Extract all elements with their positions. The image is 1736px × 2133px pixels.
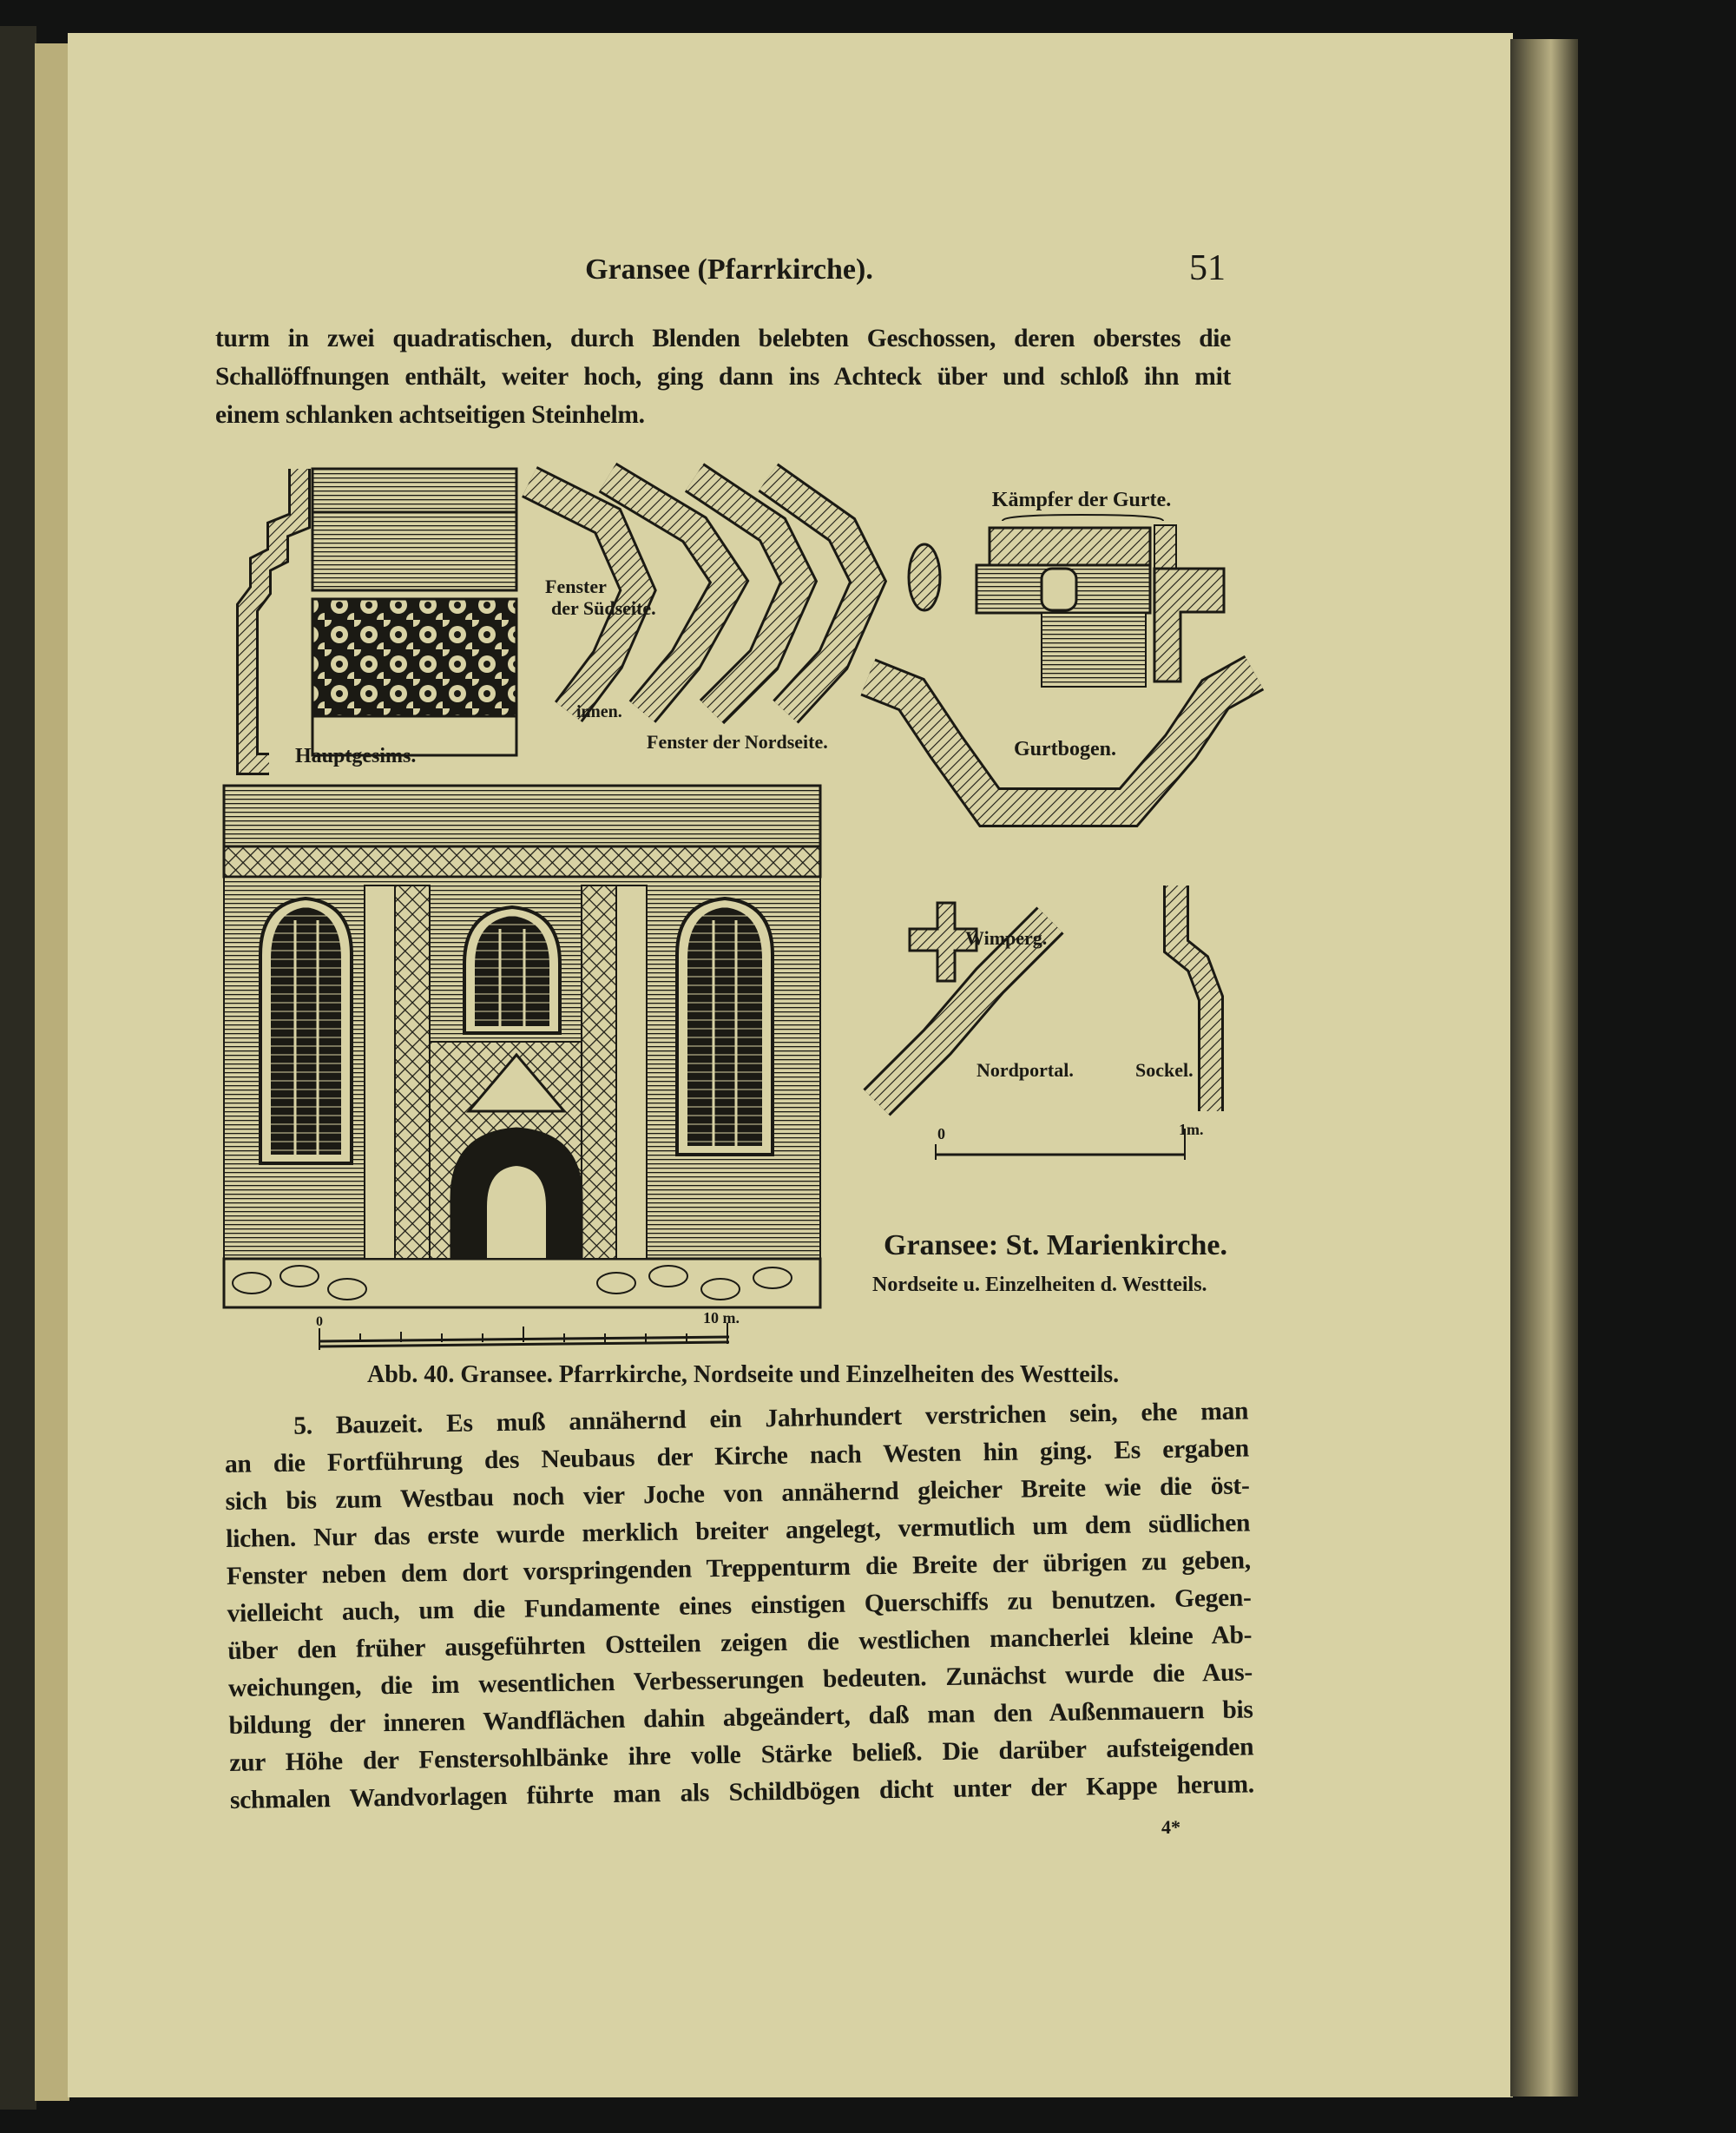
hauptgesims-detail [247,469,516,767]
scale-bar-10m [316,1309,740,1350]
scale-label: 0 [316,1314,323,1329]
label-kaempfer: Kämpfer der Gurte. [991,489,1172,511]
text-line: Schallöffnungen enthält, weiter hoch, ging dann ins Achteck über und schloß ihn mit [215,363,1231,391]
scale-label: 1m. [1179,1121,1204,1138]
sockel-profile [1135,885,1211,1111]
label-fenster-sued-2: der Südseite. [551,597,656,619]
wimperg-profile [877,903,1074,1103]
figure-caption: Abb. 40. Gransee. Pfarrkirche, Nordseite und Einzelheiten des Westteils. [367,1361,1120,1388]
label-hauptgesims: Hauptgesims. [295,745,417,767]
carved-face-icon [1042,569,1076,610]
label-nordportal: Nordportal. [976,1059,1074,1081]
text-line: bildung der inneren Wandflächen dahin abgeändert, daß man den Außenmauern bis [228,1695,1253,1740]
page-number: 51 [1189,248,1226,288]
text-line: Fenster neben dem dort vorspringenden Treppenturm die Breite der übrigen zu geben, [226,1546,1252,1590]
text-line: weichungen, die im wesentlichen Verbesserungen bedeuten. Zunächst wurde die Aus- [227,1658,1253,1702]
text-line: einem schlanken achtseitigen Steinhelm. [215,401,645,429]
text-line: 5. Bauzeit. Es muß annähernd ein Jahrhundert verstrichen sein, ehe man [293,1397,1249,1440]
scale-label: 0 [937,1125,945,1142]
label-fenster-sued-1: Fenster [545,576,607,597]
label-wimperg: Wimperg. [965,927,1048,949]
window-profiles [529,477,940,753]
text-line: schmalen Wandvorlagen führte man als Schildbögen dicht unter der Kappe herum. [229,1770,1255,1814]
signature-mark: 4* [1161,1816,1180,1838]
scale-label: 10 m. [703,1309,740,1327]
gurtbogen-profile [868,673,1254,807]
label-gurtbogen: Gurtbogen. [1014,738,1117,760]
scale-bar-1m [936,1121,1204,1160]
north-elevation-drawing [224,786,820,1307]
label-sockel: Sockel. [1135,1059,1194,1081]
plate-title: Gransee: St. Marienkirche. [884,1229,1227,1261]
text-line: zur Höhe der Fenstersohlbänke ihre volle Stärke beließ. Die darüber aufsteigenden [229,1733,1254,1777]
text-line: vielleicht auch, um die Fundamente eines einstigen Querschiffs zu benutzen. Gegen- [227,1583,1252,1628]
text-line: sich bis zum Westbau noch vier Joche von annähernd gleicher Breite wie die öst- [225,1471,1250,1516]
running-title: Gransee (Pfarrkirche). [585,253,873,286]
text-line: an die Fortführung des Neubaus der Kirche nach Westen hin ging. Es ergaben [224,1434,1250,1478]
text-line: turm in zwei quadratischen, durch Blenden belebten Geschossen, deren oberstes die [215,325,1231,352]
kaempfer-detail [976,489,1224,687]
label-fenster-nord: Fenster der Nordseite. [647,731,828,753]
label-innen: innen. [576,702,622,721]
plate-subtitle: Nordseite u. Einzelheiten d. Westteils. [872,1274,1207,1296]
text-line: über den früher ausgeführten Ostteilen zeigen die westlichen mancherlei kleine Ab- [227,1621,1253,1665]
text-line: lichen. Nur das erste wurde merklich breiter angelegt, vermutlich um dem südlichen [226,1509,1251,1553]
